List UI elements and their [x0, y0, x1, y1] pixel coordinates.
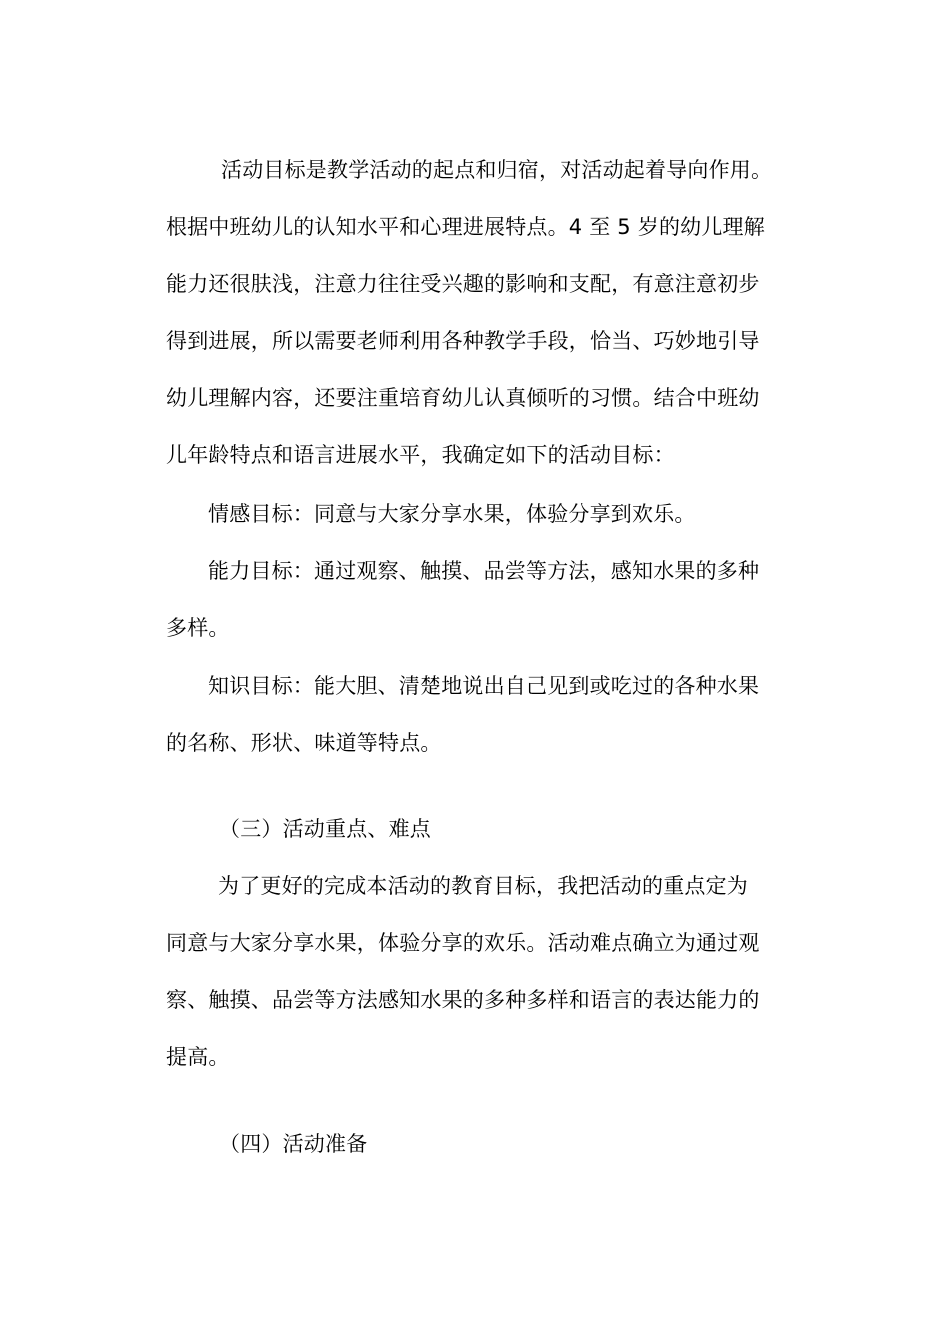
section4-heading: （四）活动准备: [219, 1132, 368, 1156]
goals-intro-line-6: 儿年龄特点和语言进展水平，我确定如下的活动目标：: [166, 443, 675, 467]
ability-goal-line-1: 能力目标：通过观察、触摸、品尝等方法，感知水果的多种: [208, 559, 760, 583]
goals-intro-line-2: 根据中班幼儿的认知水平和心理进展特点。4 至 5 岁的幼儿理解: [166, 215, 765, 239]
section3-body-line-3: 察、触摸、品尝等方法感知水果的多种多样和语言的表达能力的: [166, 988, 760, 1012]
goals-intro-line-4: 得到进展，所以需要老师利用各种教学手段，恰当、巧妙地引导: [166, 329, 760, 353]
ability-goal-line-2: 多样。: [166, 616, 230, 640]
emotion-goal: 情感目标：同意与大家分享水果，体验分享到欢乐。: [208, 502, 696, 526]
knowledge-goal-line-1: 知识目标：能大胆、清楚地说出自己见到或吃过的各种水果: [208, 674, 760, 698]
section3-body-line-4: 提高。: [166, 1045, 230, 1069]
section3-heading: （三）活动重点、难点: [219, 817, 431, 841]
goals-intro-line-3: 能力还很肤浅，注意力往往受兴趣的影响和支配，有意注意初步: [166, 272, 760, 296]
goals-intro-line-5: 幼儿理解内容，还要注重培育幼儿认真倾听的习惯。结合中班幼: [166, 386, 760, 410]
goals-intro-line-1: 活动目标是教学活动的起点和归宿，对活动起着导向作用。: [221, 158, 773, 182]
section3-body-line-1: 为了更好的完成本活动的教育目标，我把活动的重点定为: [218, 874, 748, 898]
section3-body-line-2: 同意与大家分享水果，体验分享的欢乐。活动难点确立为通过观: [166, 931, 760, 955]
knowledge-goal-line-2: 的名称、形状、味道等特点。: [166, 731, 442, 755]
